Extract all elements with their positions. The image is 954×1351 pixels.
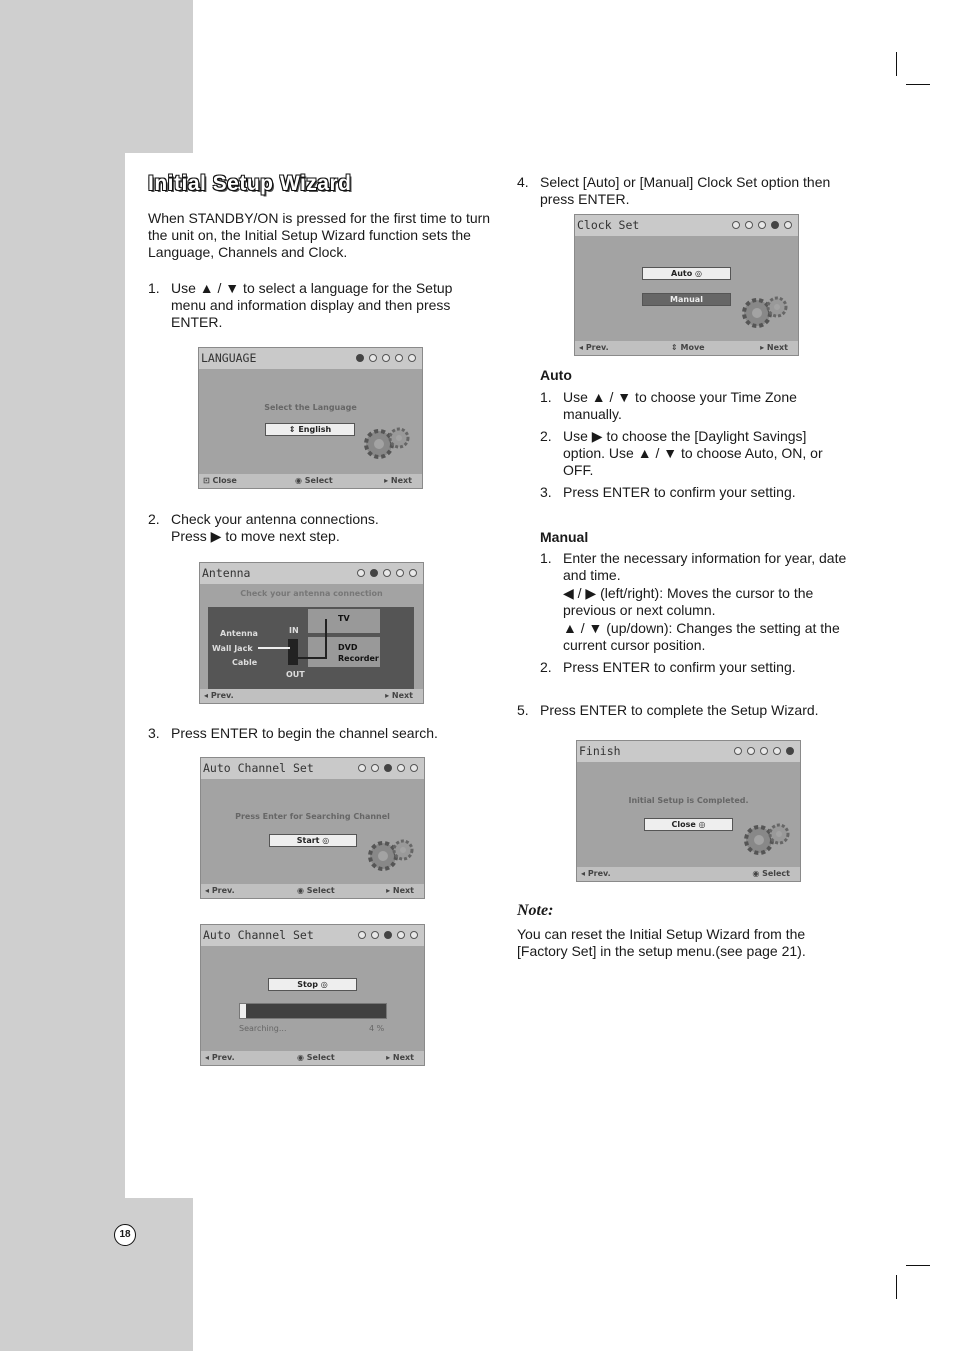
auto-heading: Auto: [540, 367, 572, 383]
enter-icon: ◎: [318, 980, 328, 989]
progress-dot: [384, 764, 392, 772]
screen-footer: [201, 1051, 424, 1065]
progress-dot: [734, 747, 742, 755]
footer-select: ◉ Select: [295, 476, 333, 485]
footer-next: ▸ Next: [386, 1053, 414, 1062]
progress-dot: [369, 354, 377, 362]
progress-dot: [760, 747, 768, 755]
auto-item-number: 2.: [540, 428, 552, 444]
progress-dots: [357, 569, 417, 577]
progress-dot: [758, 221, 766, 229]
progress-dot: [773, 747, 781, 755]
progress-dot: [397, 931, 405, 939]
screen-title: Clock Set: [577, 218, 640, 232]
progress-dot: [382, 354, 390, 362]
manual-item-text: Press ENTER to confirm your setting.: [563, 659, 796, 675]
footer-move: ⇕ Move: [671, 343, 705, 352]
close-button[interactable]: [644, 818, 733, 831]
intro-text: When STANDBY/ON is pressed for the first time to turn the unit on, the Initial Setup Wizard function sets the Language, Channels and Clock.: [148, 210, 491, 260]
progress-dot: [384, 931, 392, 939]
progress-dot: [357, 569, 365, 577]
progress-dot: [371, 764, 379, 772]
search-percent: 4 %: [369, 1024, 385, 1033]
progress-dot: [410, 764, 418, 772]
antenna-screen: [199, 562, 424, 704]
button-label: Manual: [670, 295, 703, 304]
page-number: 18: [114, 1224, 136, 1246]
label-out: OUT: [286, 670, 305, 679]
step-text: Check your antenna connections. Press ▶ to move next step.: [171, 511, 379, 544]
progress-dot: [732, 221, 740, 229]
manual-item-line: Enter the necessary information for year, date and time.: [563, 550, 847, 583]
screen-title: Finish: [579, 744, 621, 758]
note-heading: Note:: [517, 902, 554, 919]
start-button[interactable]: [269, 834, 357, 847]
jack-panel: [288, 639, 298, 665]
progress-dot: [408, 354, 416, 362]
screen-message: Press Enter for Searching Channel: [235, 812, 390, 821]
stop-button[interactable]: [268, 978, 357, 991]
progress-dots: [358, 764, 418, 772]
label-in: IN: [289, 626, 299, 635]
step-number: 5.: [517, 702, 529, 718]
step-number: 3.: [148, 725, 160, 741]
footer-select: ◉ Select: [297, 886, 335, 895]
progress-dot: [409, 569, 417, 577]
gear-icon: [741, 818, 793, 860]
button-label: Stop: [297, 980, 319, 989]
auto-item-text: Use ▲ / ▼ to choose your Time Zone manually.: [563, 389, 797, 422]
gear-icon: [739, 291, 791, 333]
step-text: Select [Auto] or [Manual] Clock Set option then press ENTER.: [540, 174, 831, 207]
gear-icon: [365, 834, 417, 876]
footer-prev: ◂ Prev.: [205, 1053, 235, 1062]
page-title: Initial Setup Wizard: [148, 172, 352, 195]
note-text: You can reset the Initial Setup Wizard from the [Factory Set] in the setup menu.(see page 21).: [517, 926, 806, 959]
progress-dot: [784, 221, 792, 229]
step-text: Press ENTER to complete the Setup Wizard.: [540, 702, 819, 718]
finish-screen: [576, 740, 801, 882]
step-text: Press ENTER to begin the channel search.: [171, 725, 438, 741]
manual-item-number: 1.: [540, 550, 552, 566]
sidebar-band-top: [0, 0, 193, 153]
footer-next: ▸ Next: [385, 691, 413, 700]
label-wall-jack: Wall Jack: [212, 644, 253, 653]
screen-footer: [577, 867, 800, 881]
footer-prev: ◂ Prev.: [205, 886, 235, 895]
screen-title: Auto Channel Set: [203, 928, 314, 942]
label-antenna: Antenna: [220, 629, 258, 638]
footer-prev: ◂ Prev.: [581, 869, 611, 878]
label-cable: Cable: [232, 658, 258, 667]
language-select-button[interactable]: [265, 423, 355, 436]
progress-dot: [356, 354, 364, 362]
antenna-diagram: [208, 607, 414, 699]
button-label: Auto: [671, 269, 693, 278]
footer-next: ▸ Next: [384, 476, 412, 485]
crop-mark: [896, 52, 897, 76]
sidebar-band-bottom: [0, 1198, 193, 1351]
screen-title: LANGUAGE: [201, 351, 257, 365]
auto-item-text: Press ENTER to confirm your setting.: [563, 484, 796, 500]
crop-mark: [906, 1265, 930, 1266]
label-tv: TV: [338, 614, 350, 623]
screen-message: Initial Setup is Completed.: [628, 796, 749, 805]
button-label: Start: [296, 836, 320, 845]
screen-footer: [575, 341, 798, 355]
screen-message: Check your antenna connection: [240, 589, 383, 598]
screen-footer: [199, 474, 422, 488]
screen-title: Auto Channel Set: [203, 761, 314, 775]
step-number: 4.: [517, 174, 529, 190]
step-text: Use ▲ / ▼ to select a language for the Setup menu and information display and then press ENTER.: [171, 280, 453, 330]
progress-dot: [410, 931, 418, 939]
progress-dot: [371, 931, 379, 939]
footer-select: ◉ Select: [752, 869, 790, 878]
manual-item-number: 2.: [540, 659, 552, 675]
enter-icon: ◎: [692, 269, 702, 278]
screen-title: Antenna: [202, 566, 251, 580]
progress-dot: [383, 569, 391, 577]
progress-dots: [732, 221, 792, 229]
progress-dot: [397, 764, 405, 772]
search-status: Searching...: [239, 1024, 287, 1033]
clock-set-screen: [574, 214, 799, 356]
cable-line: [296, 657, 327, 659]
progress-dot: [358, 764, 366, 772]
gear-icon: [361, 422, 413, 464]
cable-line: [325, 619, 327, 657]
step-number: 2.: [148, 511, 160, 527]
progress-dot: [395, 354, 403, 362]
progress-dots: [358, 931, 418, 939]
button-label: Close: [671, 820, 696, 829]
screen-message: Select the Language: [264, 403, 357, 412]
screen-footer: [201, 884, 424, 898]
auto-item-text: Use ▶ to choose the [Daylight Savings] option. Use ▲ / ▼ to choose Auto, ON, or OFF.: [563, 428, 823, 478]
label-recorder: Recorder: [338, 654, 379, 663]
step-number: 1.: [148, 280, 160, 296]
progress-dot: [358, 931, 366, 939]
manual-item-line: ▲ / ▼ (up/down): Changes the setting at the current cursor position.: [563, 620, 840, 653]
footer-next: ▸ Next: [760, 343, 788, 352]
progress-dot: [370, 569, 378, 577]
crop-mark: [906, 84, 930, 85]
progress-dot: [396, 569, 404, 577]
enter-icon: ◎: [319, 836, 330, 845]
manual-item-line: ◀ / ▶ (left/right): Moves the cursor to the previous or next column.: [563, 585, 814, 618]
button-label: English: [298, 425, 332, 434]
progress-dot: [745, 221, 753, 229]
manual-option-button[interactable]: [642, 293, 731, 306]
footer-select: ◉ Select: [297, 1053, 335, 1062]
progress-dot: [771, 221, 779, 229]
auto-item-number: 1.: [540, 389, 552, 405]
footer-close: ⊡ Close: [203, 476, 237, 485]
crop-mark: [896, 1275, 897, 1299]
footer-next: ▸ Next: [386, 886, 414, 895]
footer-prev: ◂ Prev.: [204, 691, 234, 700]
auto-channel-start-screen: [200, 757, 425, 899]
progress-dots: [734, 747, 794, 755]
updown-icon: ⇕: [288, 425, 299, 434]
progress-dot: [786, 747, 794, 755]
progress-dots: [356, 354, 416, 362]
auto-channel-search-screen: [200, 924, 425, 1066]
auto-item-number: 3.: [540, 484, 552, 500]
enter-icon: ◎: [695, 820, 706, 829]
screen-footer: [200, 689, 423, 703]
cable-line: [258, 647, 290, 649]
search-progress-fill: [240, 1004, 246, 1018]
auto-option-button[interactable]: [642, 267, 731, 280]
manual-heading: Manual: [540, 529, 589, 545]
footer-prev: ◂ Prev.: [579, 343, 609, 352]
search-progress-bar: [239, 1003, 387, 1019]
sidebar-band-left: [0, 153, 125, 1198]
progress-dot: [747, 747, 755, 755]
language-screen: [198, 347, 423, 489]
label-dvd: DVD: [338, 643, 358, 652]
